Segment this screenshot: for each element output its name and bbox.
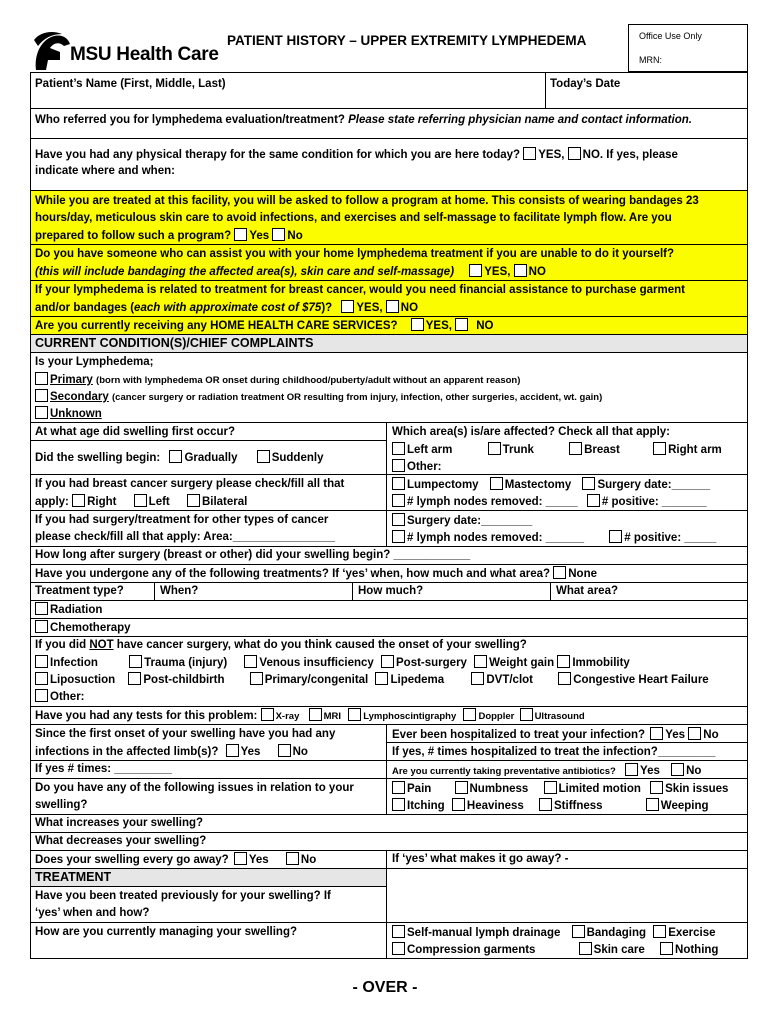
treatments-question	[35, 566, 597, 581]
skin-issues-checkbox[interactable]	[650, 781, 663, 794]
lymph-question: Is your Lymphedema;	[35, 356, 154, 368]
rule	[30, 138, 748, 139]
home-program-line2: hours/day, meticulous skin care to avoid infections, and exercises and self-massage to facilitate lymph flow. Are you	[35, 212, 672, 224]
other-nodes-row	[392, 530, 716, 545]
cause-row2	[35, 672, 709, 687]
office-use-box	[628, 24, 748, 72]
managing-row2	[392, 942, 718, 957]
bandaging-checkbox[interactable]	[572, 925, 585, 938]
ultrasound-checkbox[interactable]	[520, 708, 533, 721]
footer-over: - OVER -	[352, 979, 418, 996]
suddenly-label: Suddenly	[271, 452, 324, 464]
rule	[30, 72, 31, 958]
home-program-yes-label: Yes	[249, 230, 270, 242]
areas-other-row	[392, 459, 442, 474]
unknown-checkbox[interactable]	[35, 406, 48, 419]
logo-text: MSU Health Care	[70, 44, 219, 65]
breast-left-checkbox[interactable]	[134, 494, 147, 507]
breast-checkbox[interactable]	[569, 442, 582, 455]
breast-label: Breast	[584, 444, 620, 456]
assist-italic: (this will include bandaging the affected area(s), skin care and self-massage)	[35, 266, 455, 278]
age-question: At what age did swelling first occur?	[35, 426, 235, 438]
rule	[30, 850, 748, 851]
pt-yes-checkbox[interactable]	[523, 147, 536, 160]
mrn-label: MRN:	[639, 55, 662, 65]
rule	[30, 280, 748, 281]
mri-checkbox[interactable]	[309, 708, 322, 721]
rule	[30, 636, 748, 637]
assist-no-checkbox[interactable]	[514, 264, 527, 277]
assist-yes-label: YES,	[484, 266, 511, 278]
lymph-primary-row	[35, 372, 520, 388]
pt-yes-label: YES,	[538, 149, 565, 161]
treatment-where-header: What area?	[556, 585, 618, 597]
rule	[30, 868, 748, 869]
limited-motion-checkbox[interactable]	[544, 781, 557, 794]
pt-no-checkbox[interactable]	[568, 147, 581, 160]
skin-care-checkbox[interactable]	[579, 942, 592, 955]
mri-label: MRI	[323, 711, 341, 722]
chf-checkbox[interactable]	[558, 672, 571, 685]
cause-not: NOT	[89, 639, 114, 651]
infections-line1: Since the first onset of your swelling have you had any	[35, 728, 336, 740]
primary-congenital-checkbox[interactable]	[250, 672, 263, 685]
financial-text-b: )?	[321, 302, 333, 314]
treatment-when-header: When?	[160, 585, 199, 597]
doppler-checkbox[interactable]	[463, 708, 476, 721]
post-surgery-label: Post-surgery	[396, 657, 467, 669]
doppler-label: Doppler	[478, 711, 515, 722]
rule	[30, 244, 748, 245]
trauma-checkbox[interactable]	[129, 655, 142, 668]
mastectomy-row	[392, 477, 710, 492]
treatment-how-header: How much?	[358, 585, 424, 597]
trunk-label: Trunk	[502, 444, 534, 456]
home-program-no-checkbox[interactable]	[272, 228, 285, 241]
ultrasound-label: Ultrasound	[534, 711, 585, 722]
home-health-question	[35, 318, 493, 333]
rule	[30, 316, 748, 317]
primary-label: Primary	[50, 374, 93, 386]
rule	[30, 422, 748, 423]
home-program-line3	[35, 228, 303, 243]
mastectomy-label: Mastectomy	[504, 479, 572, 491]
treatments-none-checkbox[interactable]	[553, 566, 566, 579]
other-area-label: Other:	[407, 461, 442, 473]
itching-label: Itching	[407, 800, 445, 812]
treatments-none-label: None	[568, 568, 597, 580]
assist-yes-checkbox[interactable]	[469, 264, 482, 277]
increases-question: What increases your swelling?	[35, 817, 204, 829]
stiffness-checkbox[interactable]	[539, 798, 552, 811]
antibiotics-question	[392, 763, 701, 779]
venous-label: Venous insufficiency	[259, 657, 374, 669]
financial-line2	[35, 300, 418, 315]
cause-row1	[35, 655, 630, 670]
rule	[30, 618, 748, 619]
weight-gain-label: Weight gain	[489, 657, 555, 669]
other-nodes-label: # lymph nodes removed: ______	[407, 532, 585, 544]
secondary-label: Secondary	[50, 391, 109, 403]
pain-label: Pain	[407, 783, 432, 795]
breast-positive-checkbox[interactable]	[587, 494, 600, 507]
primary-checkbox[interactable]	[35, 372, 48, 385]
itching-checkbox[interactable]	[392, 798, 405, 811]
lymphoscintigraphy-checkbox[interactable]	[348, 708, 361, 721]
other-cause-label: Other:	[50, 691, 85, 703]
pt-no-label: NO. If yes, please	[582, 149, 678, 161]
trunk-checkbox[interactable]	[488, 442, 501, 455]
other-surgery-date-row	[392, 513, 532, 528]
venous-checkbox[interactable]	[244, 655, 257, 668]
areas-question: Which area(s) is/are affected? Check all that apply:	[392, 426, 670, 438]
infections-no-checkbox[interactable]	[278, 744, 291, 757]
home-program-yes-checkbox[interactable]	[234, 228, 247, 241]
breast-surgery-date-checkbox[interactable]	[582, 477, 595, 490]
trauma-label: Trauma (injury)	[144, 657, 228, 669]
breast-bilateral-label: Bilateral	[201, 496, 248, 508]
rule	[386, 850, 387, 958]
begin-text: Did the swelling begin:	[35, 452, 161, 464]
other-surgery-date-label: Surgery date:________	[407, 515, 533, 527]
other-cause-checkbox[interactable]	[35, 689, 48, 702]
infections-times: If yes # times: _________	[35, 763, 172, 775]
stiffness-label: Stiffness	[554, 800, 603, 812]
right-arm-label: Right arm	[668, 444, 722, 456]
skin-issues-label: Skin issues	[665, 783, 729, 795]
tests-text: Have you had any tests for this problem:	[35, 710, 258, 722]
rule	[545, 72, 546, 108]
financial-yes-checkbox[interactable]	[341, 300, 354, 313]
todays-date-label: Today’s Date	[550, 78, 621, 90]
chemo-checkbox[interactable]	[35, 620, 48, 633]
self-mld-label: Self-manual lymph drainage	[407, 927, 561, 939]
liposuction-checkbox[interactable]	[35, 672, 48, 685]
rule	[30, 474, 748, 475]
financial-italic: each with approximate cost of $75	[134, 302, 322, 314]
home-health-no-label: NO	[476, 320, 494, 332]
rule	[30, 72, 748, 73]
limited-motion-label: Limited motion	[558, 783, 641, 795]
mastectomy-checkbox[interactable]	[490, 477, 503, 490]
bandaging-label: Bandaging	[586, 927, 646, 939]
managing-row1	[392, 925, 716, 940]
other-surgery-date-checkbox[interactable]	[392, 513, 405, 526]
lymph-secondary-row	[35, 389, 602, 405]
heaviness-checkbox[interactable]	[452, 798, 465, 811]
mast-nodes-row	[392, 494, 707, 509]
post-childbirth-checkbox[interactable]	[128, 672, 141, 685]
cause-other-row	[35, 689, 85, 704]
cause-text-a: If you did	[35, 639, 90, 651]
hospitalized-question	[392, 727, 719, 742]
breast-right-label: Right	[87, 496, 117, 508]
dvt-label: DVT/clot	[486, 674, 533, 686]
lipedema-checkbox[interactable]	[375, 672, 388, 685]
home-program-no-label: No	[287, 230, 303, 242]
go-away-text: Does your swelling every go away?	[35, 854, 229, 866]
other-nodes-checkbox[interactable]	[392, 530, 405, 543]
chemo-label: Chemotherapy	[50, 622, 131, 634]
breast-nodes-checkbox[interactable]	[392, 494, 405, 507]
lymphoscintigraphy-label: Lymphoscintigraphy	[363, 711, 457, 722]
decreases-question: What decreases your swelling?	[35, 835, 207, 847]
issues-row2	[392, 798, 709, 813]
rule	[30, 582, 748, 583]
rule	[30, 922, 748, 923]
breast-apply-text: apply:	[35, 496, 69, 508]
go-away-question	[35, 852, 316, 867]
page-title: PATIENT HISTORY – UPPER EXTREMITY LYMPHEDEMA	[227, 33, 587, 48]
rule	[30, 958, 748, 959]
rule	[386, 724, 387, 814]
xray-checkbox[interactable]	[261, 708, 274, 721]
breast-surgery-line2	[35, 494, 247, 509]
breast-positive-label: # positive: _______	[601, 496, 707, 508]
exercise-checkbox[interactable]	[653, 925, 666, 938]
antibiotics-yes-checkbox[interactable]	[625, 763, 638, 776]
patient-name-label: Patient’s Name (First, Middle, Last)	[35, 78, 226, 90]
weeping-checkbox[interactable]	[646, 798, 659, 811]
rule	[30, 832, 748, 833]
radiation-label: Radiation	[50, 604, 103, 616]
weight-gain-checkbox[interactable]	[474, 655, 487, 668]
antibiotics-text: Are you currently taking preventative antibiotics?	[392, 766, 616, 777]
infections-yes-checkbox[interactable]	[226, 744, 239, 757]
rule	[30, 440, 386, 441]
exercise-label: Exercise	[668, 927, 716, 939]
other-positive-label: # positive: _____	[624, 532, 717, 544]
xray-label: X-ray	[275, 711, 300, 722]
financial-yes-label: YES,	[356, 302, 383, 314]
post-childbirth-label: Post-childbirth	[143, 674, 225, 686]
cause-question	[35, 638, 527, 652]
chemo-row	[35, 620, 131, 635]
breast-right-checkbox[interactable]	[72, 494, 85, 507]
rule	[30, 760, 748, 761]
treatment-type-header: Treatment type?	[35, 585, 124, 597]
infection-cause-label: Infection	[50, 657, 98, 669]
assist-line1: Do you have someone who can assist you with your home lymphedema treatment if you are unable to do it yourself?	[35, 248, 675, 260]
numbness-checkbox[interactable]	[455, 781, 468, 794]
other-cancer-line1: If you had surgery/treatment for other types of cancer	[35, 514, 329, 526]
tests-question	[35, 708, 585, 724]
left-arm-checkbox[interactable]	[392, 442, 405, 455]
chf-label: Congestive Heart Failure	[573, 674, 709, 686]
numbness-label: Numbness	[469, 783, 529, 795]
secondary-checkbox[interactable]	[35, 389, 48, 402]
financial-line1: If your lymphedema is related to treatment for breast cancer, would you need financial assistance to purchase garment	[35, 284, 685, 296]
lymph-unknown-row	[35, 406, 102, 421]
go-away-no-label: No	[300, 854, 317, 866]
referral-text: Who referred you for lymphedema evaluation/treatment?	[35, 114, 345, 126]
suddenly-checkbox[interactable]	[257, 450, 270, 463]
lumpectomy-label: Lumpectomy	[407, 479, 479, 491]
rule	[386, 422, 387, 546]
gradually-checkbox[interactable]	[169, 450, 182, 463]
hospitalized-yes-checkbox[interactable]	[650, 727, 663, 740]
home-health-text: Are you currently receiving any HOME HEALTH CARE SERVICES?	[35, 320, 398, 332]
breast-bilateral-checkbox[interactable]	[187, 494, 200, 507]
rule	[30, 546, 748, 547]
managing-question: How are you currently managing your swelling?	[35, 926, 297, 938]
hospitalized-text: Ever been hospitalized to treat your infection?	[392, 729, 646, 741]
cause-text-b: have cancer surgery, what do you think caused the onset of your swelling?	[113, 639, 527, 651]
post-surgery-checkbox[interactable]	[381, 655, 394, 668]
infection-cause-checkbox[interactable]	[35, 655, 48, 668]
go-away-yes-label: Yes	[248, 854, 269, 866]
breast-surgery-line1: If you had breast cancer surgery please check/fill all that	[35, 478, 345, 490]
antibiotics-no-checkbox[interactable]	[671, 763, 684, 776]
issues-row1	[392, 781, 728, 796]
rule	[30, 564, 748, 565]
assist-line2	[35, 264, 546, 279]
previous-treatment-line1: Have you been treated previously for your swelling? If	[35, 890, 331, 902]
rule	[352, 582, 353, 600]
unknown-label: Unknown	[50, 408, 102, 420]
secondary-desc: (cancer surgery or radiation treatment OR resulting from injury, infection, other surgeries, accident, wt. gain)	[112, 392, 603, 403]
office-use-label: Office Use Only	[639, 31, 702, 41]
issues-line2: swelling?	[35, 799, 88, 811]
hospitalized-no-label: No	[703, 729, 719, 741]
hospitalized-yes-label: Yes	[665, 729, 686, 741]
lumpectomy-checkbox[interactable]	[392, 477, 405, 490]
msu-logo	[30, 28, 220, 76]
home-health-no-checkbox[interactable]	[455, 318, 468, 331]
financial-no-label: NO	[400, 302, 419, 314]
antibiotics-yes-label: Yes	[640, 765, 660, 777]
rule	[30, 600, 748, 601]
referral-italic: Please state referring physician name and contact information.	[348, 114, 692, 126]
hospitalized-no-checkbox[interactable]	[688, 727, 701, 740]
other-positive-checkbox[interactable]	[609, 530, 622, 543]
antibiotics-no-label: No	[686, 765, 702, 777]
referral-question	[35, 113, 692, 127]
compression-checkbox[interactable]	[392, 942, 405, 955]
home-health-yes-label: YES,	[425, 320, 452, 332]
go-away-if-yes: If ‘yes’ what makes it go away? -	[392, 853, 569, 865]
pt-question-line2: indicate where and when:	[35, 165, 175, 177]
go-away-yes-checkbox[interactable]	[234, 852, 247, 865]
issues-line1: Do you have any of the following issues in relation to your	[35, 782, 354, 794]
rule	[30, 334, 748, 335]
breast-left-label: Left	[148, 496, 170, 508]
financial-text-a: and/or bandages (	[35, 302, 135, 314]
other-area-checkbox[interactable]	[392, 459, 405, 472]
infections-no-label: No	[292, 746, 308, 758]
how-long-question: How long after surgery (breast or other) did your swelling begin? ____________	[35, 549, 471, 561]
home-program-line1: While you are treated at this facility, you will be asked to follow a program at home. This consists of wearing bandages 23	[35, 195, 699, 207]
rule	[30, 886, 386, 887]
immobility-checkbox[interactable]	[557, 655, 570, 668]
dvt-checkbox[interactable]	[471, 672, 484, 685]
gradually-label: Gradually	[184, 452, 238, 464]
rule	[30, 706, 748, 707]
hospitalized-times: If yes, # times hospitalized to treat the infection?_________	[392, 746, 716, 758]
pain-checkbox[interactable]	[392, 781, 405, 794]
heaviness-label: Heaviness	[466, 800, 524, 812]
rule	[30, 510, 748, 511]
nothing-label: Nothing	[675, 944, 719, 956]
home-health-yes-checkbox[interactable]	[411, 318, 424, 331]
pt-question-text: Have you had any physical therapy for the same condition for which you are here today?	[35, 149, 521, 161]
assist-no-label: NO	[528, 266, 546, 278]
go-away-no-checkbox[interactable]	[286, 852, 299, 865]
radiation-row	[35, 602, 102, 617]
spartan-helmet-icon	[30, 30, 72, 74]
liposuction-label: Liposuction	[50, 674, 116, 686]
treatments-text: Have you undergone any of the following treatments? If ‘yes’ when, how much and what area?	[35, 568, 551, 580]
primary-desc: (born with lymphedema OR onset during childhood/puberty/adult without an apparent reason)	[96, 375, 521, 386]
rule	[154, 582, 155, 600]
skin-care-label: Skin care	[593, 944, 645, 956]
compression-label: Compression garments	[407, 944, 536, 956]
rule	[30, 814, 748, 815]
begin-question	[35, 450, 323, 465]
rule	[30, 352, 748, 353]
rule	[747, 72, 748, 958]
pt-question	[35, 147, 678, 162]
rule	[30, 190, 748, 191]
rule	[386, 742, 748, 743]
rule	[30, 108, 748, 109]
other-cancer-line2: please check/fill all that apply: Area:________________	[35, 531, 336, 543]
infections-yes-label: Yes	[240, 746, 261, 758]
home-program-q: prepared to follow such a program?	[35, 230, 232, 242]
nothing-checkbox[interactable]	[660, 942, 673, 955]
primary-congenital-label: Primary/congenital	[264, 674, 369, 686]
section-title-condition: CURRENT CONDITION(S)/CHIEF COMPLAINTS	[35, 336, 314, 350]
breast-surgery-date-label: Surgery date:______	[597, 479, 710, 491]
radiation-checkbox[interactable]	[35, 602, 48, 615]
left-arm-label: Left arm	[407, 444, 453, 456]
rule	[30, 724, 748, 725]
previous-treatment-line2: ‘yes’ when and how?	[35, 907, 150, 919]
lipedema-label: Lipedema	[390, 674, 445, 686]
infections-text: infections in the affected limb(s)?	[35, 746, 219, 758]
weeping-label: Weeping	[660, 800, 709, 812]
infections-line2	[35, 744, 308, 759]
areas-row1	[392, 442, 722, 457]
rule	[550, 582, 551, 600]
self-mld-checkbox[interactable]	[392, 925, 405, 938]
financial-no-checkbox[interactable]	[386, 300, 399, 313]
right-arm-checkbox[interactable]	[653, 442, 666, 455]
breast-nodes-label: # lymph nodes removed: _____	[407, 496, 578, 508]
section-title-treatment: TREATMENT	[35, 870, 112, 884]
immobility-label: Immobility	[572, 657, 630, 669]
